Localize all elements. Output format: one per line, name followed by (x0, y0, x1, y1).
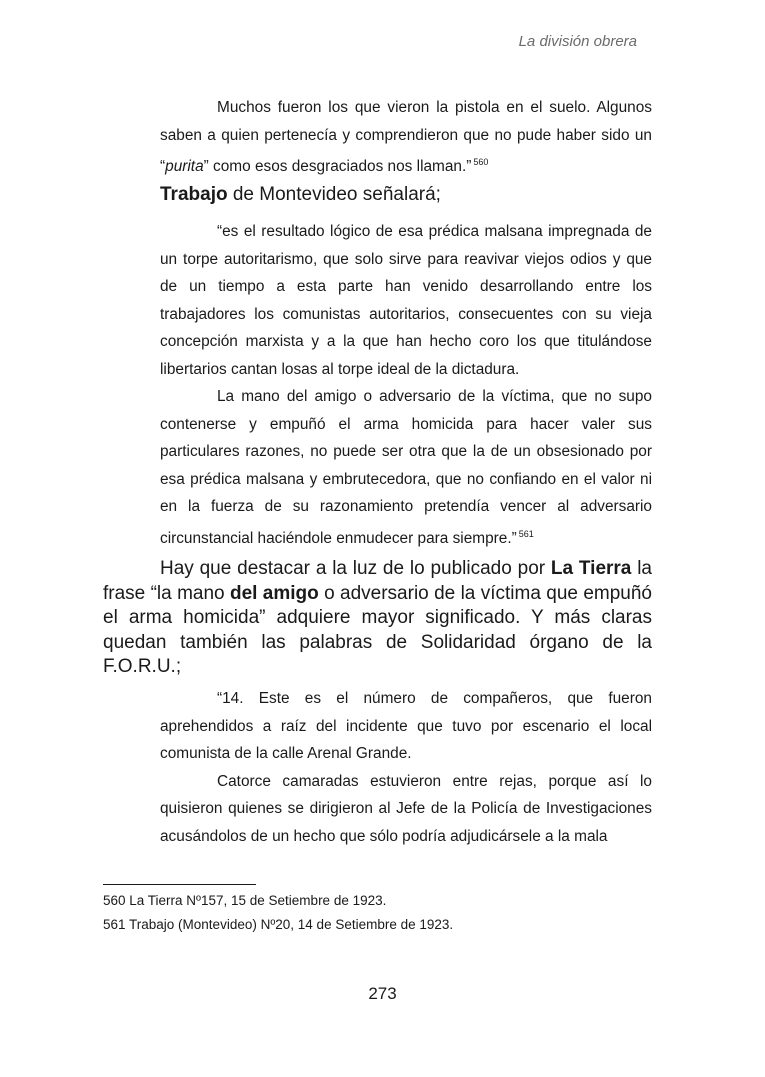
running-header: La división obrera (518, 33, 637, 50)
lead-paragraph: Trabajo de Montevideo señalará; (160, 184, 441, 205)
footnote-ref-561[interactable]: 561 (518, 528, 534, 539)
quote-paragraph: “es el resultado lógico de esa prédica malsana impregnada de un torpe autoritarismo, que solo sirve para reavivar viejos odios y que de un tiempo a esta parte han venido desarrollando entre los trabajadores los comunistas autoritarios, consecuentes con su vieja concepción marxista y a la que han hecho coro los que titulándose libertarios cantan losas al torpe ideal de la dictadura. (160, 223, 652, 378)
newspaper-name: La Tierra (550, 558, 632, 579)
quote-block-1 (160, 94, 652, 181)
quote-paragraph: La mano del amigo o adversario de la víctima, que no supo contenerse y empuñó el arma homicida para hacer valer sus particulares razones, no puede ser otra que la de un obsesionado por esa prédica malsana y embrutecedora, que no confiando en el valor ni en la fuerza de su razonamiento pretendía vencer al adversario circunstancial haciéndole enmudecer para siempre.” $^{561}$ (160, 388, 652, 547)
footnote-560: 560 La Tierra Nº157, 15 de Setiembre de 1923. (103, 893, 387, 908)
page-number: 273 (368, 984, 397, 1003)
italic-term: purita (165, 158, 204, 175)
emphasis-phrase: del amigo (229, 582, 319, 604)
footnote-561: 561 Trabajo (Montevideo) Nº20, 14 de Setiembre de 1923. (103, 917, 454, 932)
body-paragraph: Hay que destacar a la luz de lo publicado por La Tierra la frase “la mano del amigo o adversario de la víctima que empuñó el arma homicida” adquiere mayor significado. Y más claras quedan también las palabras de Solidaridad órgano de la F.O.R.U.; (103, 558, 652, 677)
quote-block-2 (160, 218, 652, 552)
footnote-ref-560[interactable]: 560 (473, 157, 489, 167)
quote-paragraph: “14. Este es el número de compañeros, que fueron aprehendidos a raíz del incidente que tuvo por escenario el local comunista de la calle Arenal Grande. (160, 690, 652, 762)
quote-block-3 (160, 685, 652, 850)
source-name: Trabajo (160, 184, 228, 205)
quote-paragraph: Muchos fueron los que vieron la pistola en el suelo. Algunos saben a quien pertenecía y comprendieron que no pude haber sido un “purita” como esos desgraciados nos llaman.” $^{560}$ (160, 99, 652, 175)
quote-paragraph: Catorce camaradas estuvieron entre rejas, porque así lo quisieron quienes se dirigieron al Jefe de la Policía de Investigaciones acusándolos de un hecho que sólo podría adjudicársele a la mala (160, 772, 652, 845)
footnote-divider (103, 884, 256, 885)
